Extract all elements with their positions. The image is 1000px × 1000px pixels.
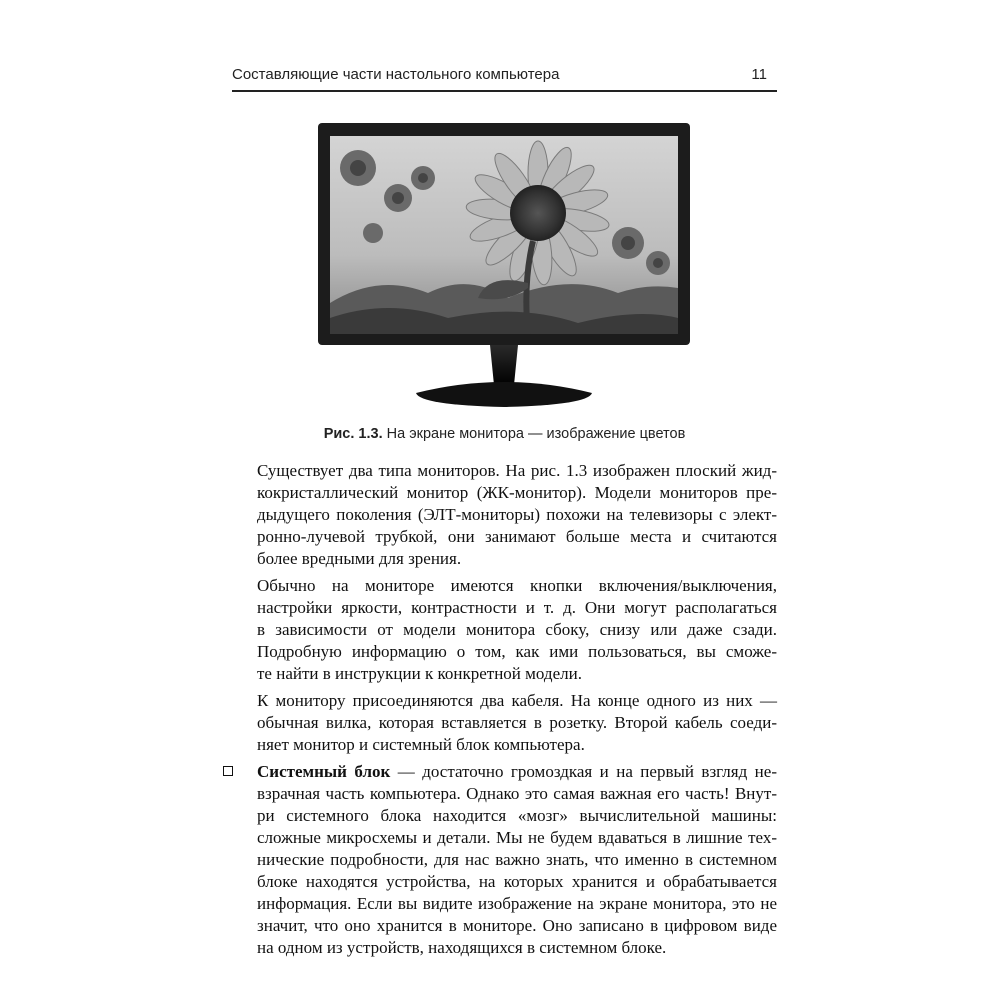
text-line: обычная вилка, которая вставляется в розетку. Второй кабель соеди- bbox=[257, 713, 777, 732]
paragraph bbox=[257, 690, 777, 756]
text-line: информация. Если вы видите изображение на экране монитора, это не bbox=[257, 894, 777, 913]
bullet-first-line: — достаточно громоздкая и на первый взгляд не- bbox=[390, 762, 777, 781]
text-line: дыдущего поколения (ЭЛТ-мониторы) похожи на телевизоры с элект- bbox=[257, 505, 777, 524]
text-line: Обычно на мониторе имеются кнопки включения/выключения, bbox=[257, 576, 777, 595]
text-line: в зависимости от модели монитора сбоку, снизу или даже сзади. bbox=[257, 620, 777, 639]
running-header bbox=[232, 64, 777, 92]
list-item bbox=[257, 761, 777, 959]
text-line bbox=[257, 761, 777, 783]
text-line: Существует два типа мониторов. На рис. 1.3 изображен плоский жид- bbox=[257, 461, 777, 480]
sunflower-center bbox=[510, 185, 566, 241]
figure-label: Рис. 1.3. bbox=[323, 426, 383, 442]
paragraph bbox=[257, 575, 777, 685]
header-title: Составляющие части настольного компьютера bbox=[232, 66, 560, 83]
text-line: блоке находятся устройства, на которых хранится и обрабатывается bbox=[257, 872, 777, 891]
text-line: взрачная часть компьютера. Однако это самая важная его часть! Внут- bbox=[257, 784, 777, 803]
monitor-stand-base bbox=[416, 382, 592, 407]
text-line: настройки яркости, контрастности и т. д. Они могут располагаться bbox=[257, 598, 777, 617]
checkbox-bullet-icon bbox=[223, 766, 233, 776]
monitor-figure bbox=[318, 123, 690, 413]
paragraph bbox=[257, 460, 777, 570]
text-line: ронно-лучевой трубкой, они занимают больше места и считаются bbox=[257, 527, 777, 546]
page-number: 11 bbox=[751, 66, 767, 83]
figure-caption bbox=[232, 426, 777, 442]
text-line: нические подробности, для нас важно знать, что именно в системном bbox=[257, 850, 777, 869]
text-line: значит, что оно хранится в мониторе. Оно записано в цифровом виде bbox=[257, 916, 777, 935]
bullet-term: Системный блок bbox=[257, 762, 391, 781]
figure-caption-text: На экране монитора — изображение цветов bbox=[382, 426, 686, 442]
text-line: сложные микросхемы и детали. Мы не будем вдаваться в лишние тех- bbox=[257, 828, 777, 847]
text-line: кокристаллический монитор (ЖК-монитор). Модели мониторов пре- bbox=[257, 483, 777, 502]
monitor-illustration bbox=[318, 123, 690, 413]
text-line: К монитору присоединяются два кабеля. На конце одного из них — bbox=[257, 691, 777, 710]
text-line: няет монитор и системный блок компьютера. bbox=[257, 735, 585, 754]
text-line: ри системного блока находится «мозг» вычислительной машины: bbox=[257, 806, 777, 825]
monitor-stand-neck bbox=[490, 345, 518, 385]
text-line: те найти в инструкции к конкретной модели. bbox=[257, 664, 582, 683]
text-line: более вредными для зрения. bbox=[257, 549, 462, 568]
body-text bbox=[257, 460, 777, 959]
text-line: на одном из устройств, находящихся в системном блоке. bbox=[257, 938, 667, 957]
text-line: Подробную информацию о том, как ими пользоваться, вы сможе- bbox=[257, 642, 777, 661]
